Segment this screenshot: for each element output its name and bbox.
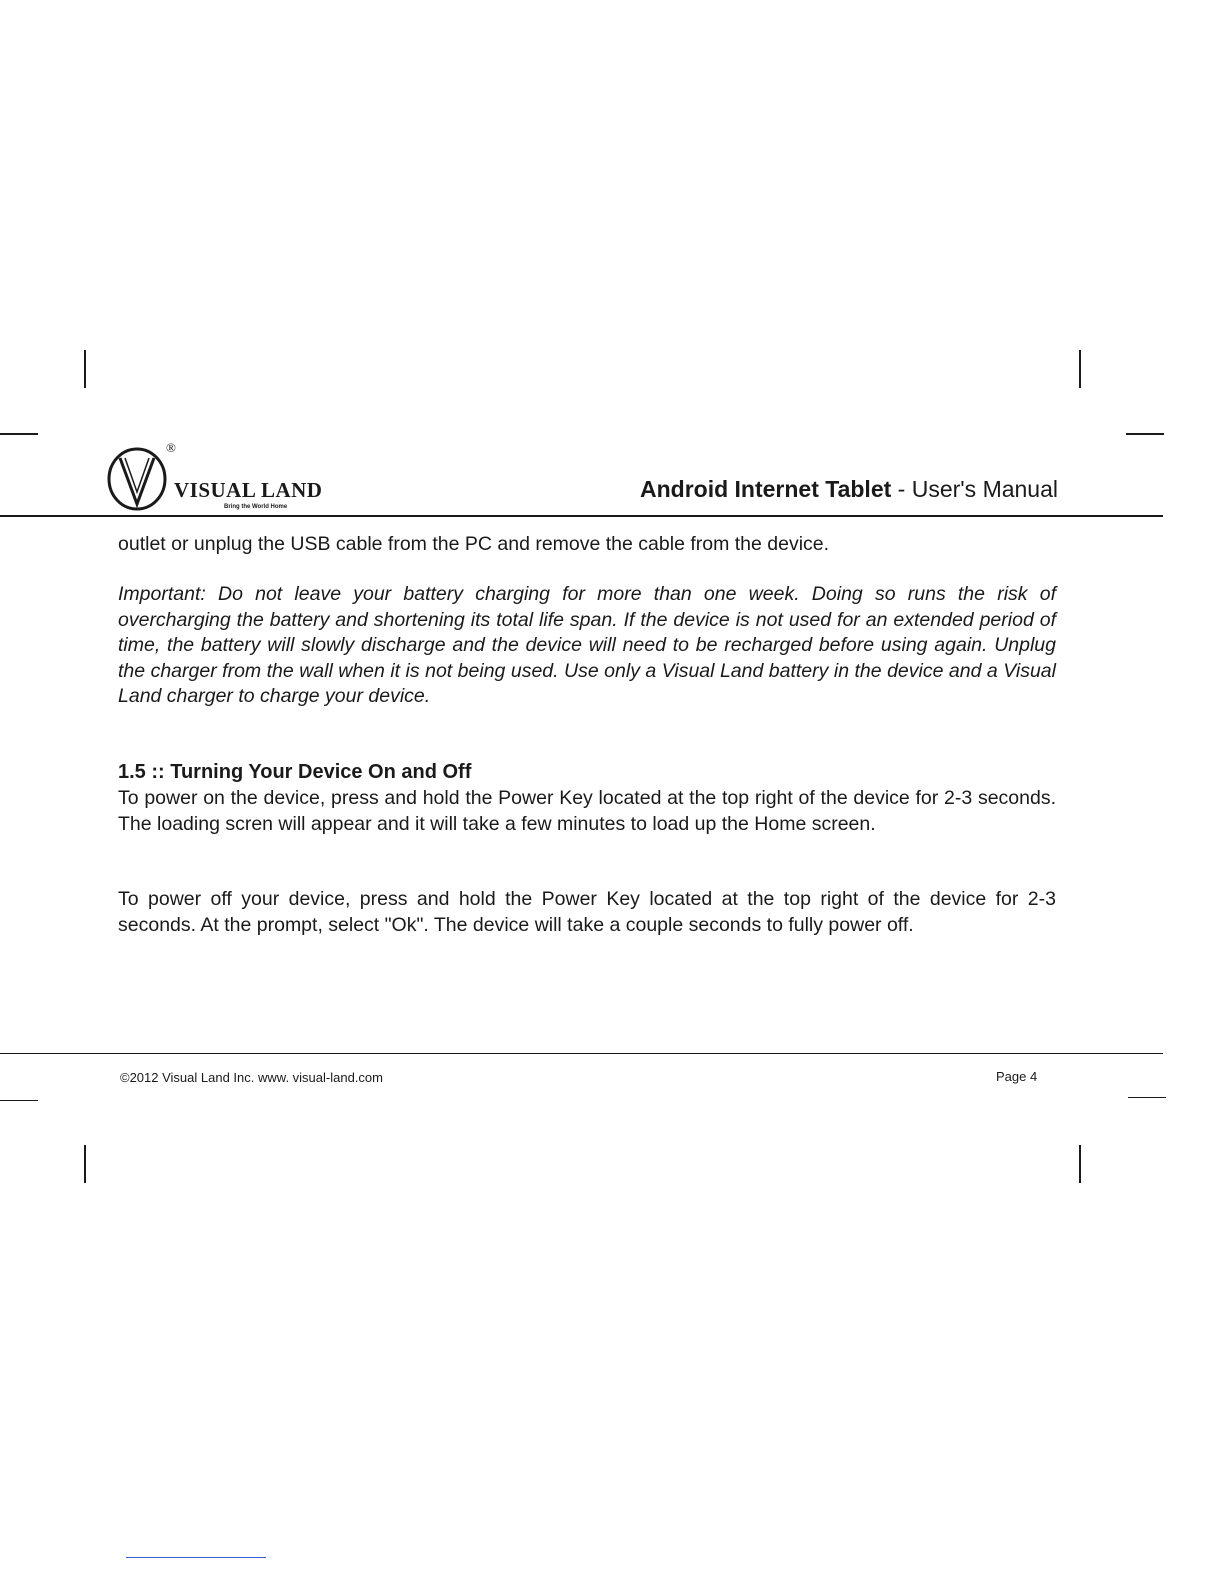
crop-mark-top-right-vertical: [1079, 350, 1081, 388]
paragraph-power-off: To power off your device, press and hold the Power Key located at the top right of the device for 2-3 seconds. At the prompt, select "Ok". The device will take a couple seconds to fully power off.: [118, 888, 1056, 936]
crop-mark-top-left-horizontal: [0, 433, 38, 435]
footer-page-number: Page 4: [996, 1069, 1038, 1084]
crop-mark-bottom-right-horizontal: [1128, 1097, 1166, 1098]
paragraph-continuation: outlet or unplug the USB cable from the PC and remove the cable from the device.: [118, 533, 830, 555]
header-title-rest: - User's Manual: [891, 476, 1058, 502]
header-rule: [0, 515, 1163, 517]
link-underline: [126, 1557, 266, 1558]
crop-mark-bottom-left-horizontal: [0, 1100, 38, 1101]
crop-mark-top-left-vertical: [84, 350, 86, 388]
crop-mark-bottom-left-vertical: [84, 1145, 86, 1183]
header-title: [640, 476, 1058, 503]
header-title-bold: Android Internet Tablet: [639, 476, 892, 502]
footer-copyright: ©2012 Visual Land Inc. www. visual-land.com: [120, 1070, 383, 1085]
crop-mark-top-right-horizontal: [1126, 433, 1164, 435]
logo-tagline: Bring the World Home: [224, 504, 288, 510]
logo-name: VISUAL LAND: [174, 478, 323, 502]
section-heading: 1.5 :: Turning Your Device On and Off: [118, 761, 472, 783]
paragraph-power-on: To power on the device, press and hold the Power Key located at the top right of the device for 2-3 seconds. The loading scren will appear and it will take a few minutes to load up the Home screen.: [118, 787, 1056, 835]
crop-mark-bottom-right-vertical: [1079, 1145, 1081, 1183]
logo-v-circle-icon: [106, 446, 172, 512]
visual-land-logo: [106, 442, 336, 514]
logo-registered-mark: ®: [166, 440, 176, 455]
footer-rule: [0, 1053, 1163, 1054]
important-note: Important: Do not leave your battery charging for more than one week. Doing so runs the risk of overcharging the battery and shortening its total life span. If the device is not used for an extended period of time, the battery will slowly discharge and the device will need to be recharged before using again. Unplug the charger from the wall when it is not being used. Use only a Visual Land battery in the device and a Visual Land charger to charge your device.: [118, 583, 1056, 707]
